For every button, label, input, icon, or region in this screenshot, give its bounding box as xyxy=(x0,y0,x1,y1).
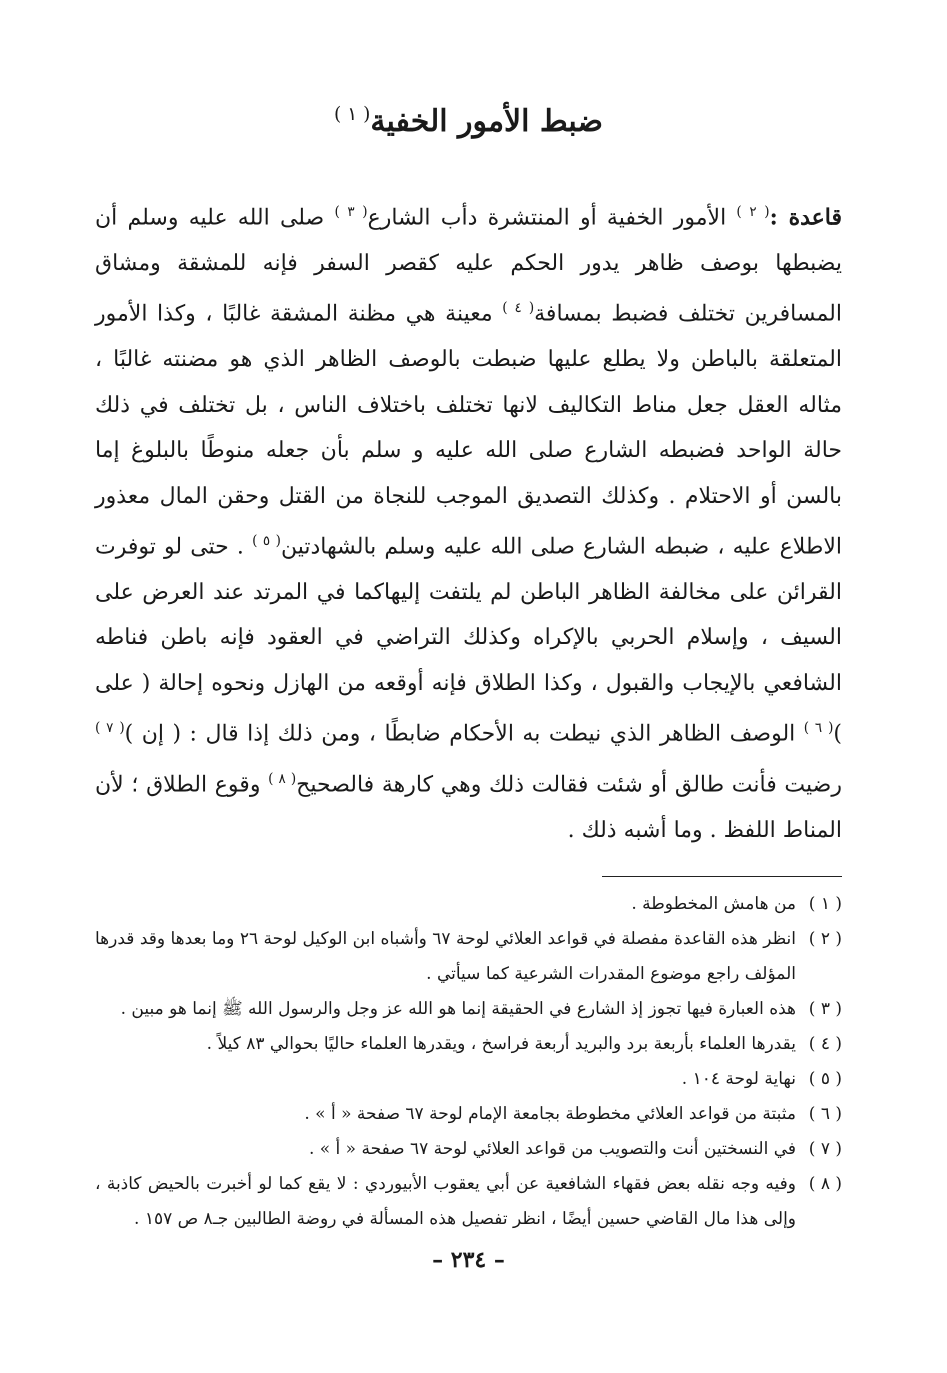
footnote-number: ( ٤ ) xyxy=(808,1033,842,1054)
footnote-3 xyxy=(95,992,842,1027)
paragraph-segment-4: . حتى لو توفرت القرائن على مخالفة الظاهر الباطن لم يلتفت إليهاكما في المرتد عند العرض على السيف ، وإسلام الحربي بالإكراه وكذلك التراضي في العقود فإنه باطن فناطه الشافعي بالإيجاب والقبول ، وكذا الطلاق فإنه أوقعه من الهازل ونحوه إحالة ( على ) xyxy=(95,534,842,747)
footnote-ref-4: ( ٤ ) xyxy=(502,300,535,317)
page-title-text: ضبط الأمور الخفية xyxy=(370,104,603,139)
footnote-text: مثبتة من قواعد العلائي مخطوطة بجامعة الإمام لوحة ٦٧ صفحة « أ » . xyxy=(304,1103,796,1124)
paragraph-segment-3: معينة هي مظنة المشقة غالبًا ، وكذا الأمور المتعلقة بالباطن ولا يطلع عليها ضبطت بالوصف الظاهر الذي هو مضنته غالبًا ، مثاله العقل جعل مناط التكاليف لانها تختلف باختلاف الناس ، بل تختلف في ذلك حالة الواحد فضبطه الشارع صلى الله عليه و سلم بأن جعله منوطًا بالبلوغ إما بالسن أو الاحتلام . وكذلك التصديق الموجب للنجاة من القتل وحقن المال معذور الاطلاع عليه ، ضبطه الشارع صلى الله عليه وسلم بالشهادتين xyxy=(95,301,842,560)
paragraph-segment-5: الوصف الظاهر الذي نيطت به الأحكام ضابطًا ، ومن ذلك إذا قال : ( إن ) xyxy=(124,721,804,747)
footnote-ref-3: ( ٣ ) xyxy=(334,204,368,220)
paragraph-segment-6: رضيت فأنت طالق أو شئت فقالت ذلك وهي كارهة فالصحيح xyxy=(296,772,842,798)
footnote-text: من هامش المخطوطة . xyxy=(631,893,796,914)
footnote-5 xyxy=(95,1062,842,1097)
paragraph-segment-7: وقوع الطلاق ؛ لأن المناط اللفظ . وما أشبه ذلك . xyxy=(95,772,842,844)
footnote-ref-1: ( ١ ) xyxy=(334,104,371,125)
footnote-text: في النسختين أنت والتصويب من قواعد العلائي لوحة ٦٧ صفحة « أ » . xyxy=(308,1138,796,1159)
footnotes-list xyxy=(95,887,842,1237)
footnote-number: ( ٦ ) xyxy=(808,1103,842,1124)
paragraph-segment-2: صلى الله عليه وسلم أن يضبطها بوصف ظاهر يدور الحكم عليه كقصر السفر فإنه للمشقة ومشاق المسافرين تختلف فضبط بمسافة xyxy=(95,205,842,327)
footnote-ref-8: ( ٨ ) xyxy=(268,771,297,788)
paragraph-segment-1: الأمور الخفية أو المنتشرة دأب الشارع xyxy=(367,205,737,231)
footnote-6 xyxy=(95,1097,842,1132)
footnote-2 xyxy=(95,922,842,992)
footnote-8 xyxy=(95,1167,842,1237)
footnote-ref-2: ( ٢ ) xyxy=(736,204,770,220)
footnote-number: ( ٣ ) xyxy=(808,998,842,1019)
footnote-4 xyxy=(95,1027,842,1062)
footnote-text: انظر هذه القاعدة مفصلة في قواعد العلائي لوحة ٦٧ وأشباه ابن الوكيل لوحة ٢٦ وما بعدها وقد قدرها المؤلف راجع موضوع المقدرات الشرعية كما سيأتي . xyxy=(95,928,796,984)
footnote-ref-7: ( ٧ ) xyxy=(95,720,125,737)
main-paragraph xyxy=(95,190,842,854)
footnote-ref-5: ( ٥ ) xyxy=(252,533,281,550)
footnote-number: ( ١ ) xyxy=(808,893,842,914)
page-title xyxy=(95,95,842,142)
footnote-number: ( ٢ ) xyxy=(808,928,842,949)
book-page xyxy=(95,95,842,1273)
rule-label: قاعدة : xyxy=(769,204,843,231)
footnote-text: وفيه وجه نقله بعض فقهاء الشافعية عن أبي يعقوب الأبيوردي : لا يقع كما لو أخبرت بالحيض كاذبة ، وإلى هذا مال القاضي حسين أيضًا ، انظر تفصيل هذه المسألة في روضة الطالبين جـ٨ ص ١٥٧ . xyxy=(95,1173,796,1229)
footnote-number: ( ٨ ) xyxy=(808,1173,842,1194)
footnote-text: يقدرها العلماء بأربعة برد والبريد أربعة فراسخ ، ويقدرها العلماء حاليًا بحوالي ٨٣ كيلاً . xyxy=(206,1033,796,1054)
footnote-text: هذه العبارة فيها تجوز إذ الشارع في الحقيقة إنما هو الله عز وجل والرسول الله ﷺ إنما هو مبين . xyxy=(120,998,796,1019)
footnote-number: ( ٧ ) xyxy=(808,1138,842,1159)
footnote-number: ( ٥ ) xyxy=(808,1068,842,1089)
page-number: – ٢٣٤ – xyxy=(432,1247,505,1273)
footnote-ref-6: ( ٦ ) xyxy=(803,720,834,737)
footnote-divider xyxy=(602,876,842,877)
footnote-7 xyxy=(95,1132,842,1167)
footnote-1 xyxy=(95,887,842,922)
footnote-text: نهاية لوحة ١٠٤ . xyxy=(681,1068,796,1089)
